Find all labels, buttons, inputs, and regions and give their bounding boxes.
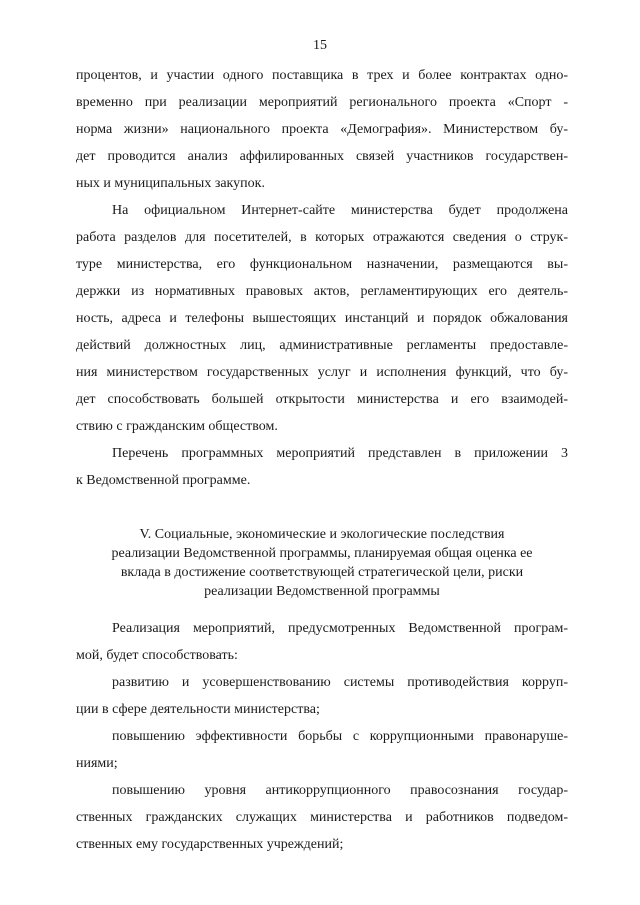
text-line: ных и муниципальных закупок.: [76, 176, 265, 191]
text-line: к Ведомственной программе.: [76, 473, 251, 488]
heading-line: вклада в достижение соответствующей стратегической цели, риски: [120, 565, 524, 580]
text-line: норма жизни» национального проекта «Демография». Министерством бу-: [76, 122, 568, 137]
text-line: развитию и усовершенствованию системы противодействия корруп-: [112, 675, 568, 690]
text-line: временно при реализации мероприятий регионального проекта «Спорт -: [76, 95, 568, 110]
text-line: действий должностных лиц, административные регламенты предоставле-: [76, 338, 568, 353]
page-number: 15: [313, 38, 327, 53]
text-line: ность, адреса и телефоны вышестоящих инстанций и порядок обжалования: [76, 311, 568, 326]
text-line: ствию с гражданским обществом.: [76, 419, 278, 434]
text-line: ственных гражданских служащих министерства и работников подведом-: [76, 810, 568, 825]
text-line: ции в сфере деятельности министерства;: [76, 702, 320, 717]
text-line: туре министерства, его функциональном назначении, размещаются вы-: [76, 257, 568, 272]
heading-line: реализации Ведомственной программы, планируемая общая оценка ее: [111, 546, 533, 561]
text-line: держки из нормативных правовых актов, регламентирующих его деятель-: [76, 284, 568, 299]
text-line: Реализация мероприятий, предусмотренных Ведомственной програм-: [112, 621, 568, 636]
heading-line: реализации Ведомственной программы: [204, 584, 440, 599]
text-line: работа разделов для посетителей, в которых отражаются сведения о струк-: [76, 230, 568, 245]
text-line: ственных ему государственных учреждений;: [76, 837, 344, 852]
text-line: ния министерством государственных услуг и исполнения функций, что бу-: [76, 365, 568, 380]
text-line: повышению эффективности борьбы с коррупционными правонаруше-: [112, 729, 568, 744]
text-line: Перечень программных мероприятий представлен в приложении 3: [112, 446, 568, 461]
text-line: мой, будет способствовать:: [76, 648, 238, 663]
text-line: процентов, и участии одного поставщика в трех и более контрактах одно-: [76, 68, 568, 83]
text-line: повышению уровня антикоррупционного правосознания государ-: [112, 783, 568, 798]
text-line: дет проводится анализ аффилированных связей участников государствен-: [76, 149, 568, 164]
heading-line: V. Социальные, экономические и экологические последствия: [139, 527, 505, 542]
text-line: На официальном Интернет-сайте министерства будет продолжена: [112, 203, 568, 218]
text-line: дет способствовать большей открытости министерства и его взаимодей-: [76, 392, 568, 407]
text-line: ниями;: [76, 756, 118, 771]
